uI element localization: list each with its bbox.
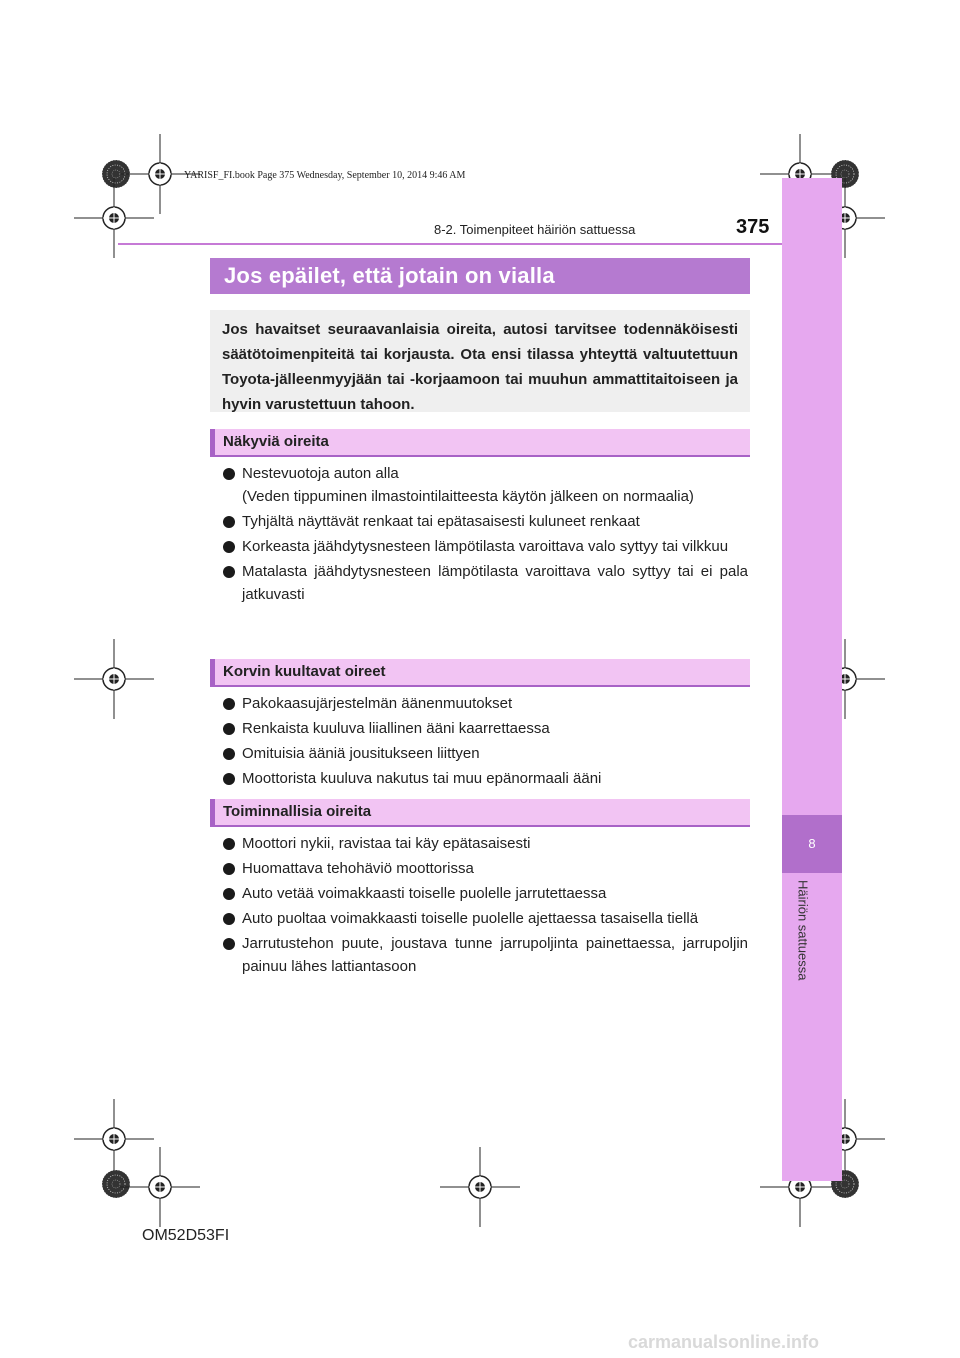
section-heading-audible: Korvin kuultavat oireet — [210, 659, 750, 687]
bullet-icon — [223, 723, 235, 735]
list-item: Matalasta jäähdytysnesteen lämpötilasta varoittava valo syttyy tai ei pala jatkuvasti — [222, 560, 748, 606]
list-item: Nestevuotoja auton alla (Veden tippuminen ilmastointilaitteesta käytön jälkeen on normaalia) — [222, 462, 748, 508]
chapter-label — [783, 880, 823, 1010]
bullet-icon — [223, 566, 235, 578]
print-stamp: YARISF_FI.book Page 375 Wednesday, September 10, 2014 9:46 AM — [184, 170, 466, 181]
bullet-icon — [223, 773, 235, 785]
list-item: Auto puoltaa voimakkaasti toiselle puolelle ajettaessa tasaisella tiellä — [222, 907, 748, 930]
section-heading-functional: Toiminnallisia oireita — [210, 799, 750, 827]
bullet-list-visible — [222, 462, 748, 608]
bullet-icon — [223, 468, 235, 480]
list-item: Moottori nykii, ravistaa tai käy epätasaisesti — [222, 832, 748, 855]
bullet-icon — [223, 888, 235, 900]
bullet-icon — [223, 748, 235, 760]
list-item: Pakokaasujärjestelmän äänenmuutokset — [222, 692, 748, 715]
bullet-icon — [223, 863, 235, 875]
list-item: Korkeasta jäähdytysnesteen lämpötilasta varoittava valo syttyy tai vilkkuu — [222, 535, 748, 558]
bullet-icon — [223, 938, 235, 950]
bullet-icon — [223, 541, 235, 553]
list-item: Omituisia ääniä jousitukseen liittyen — [222, 742, 748, 765]
list-item: Jarrutustehon puute, joustava tunne jarrupoljinta painettaessa, jarrupoljin painuu lähes lattiantasoon — [222, 932, 748, 978]
bullet-icon — [223, 698, 235, 710]
list-item-note: (Veden tippuminen ilmastointilaitteesta käytön jälkeen on normaalia) — [242, 488, 694, 505]
bullet-list-audible — [222, 692, 748, 792]
intro-box: Jos havaitset seuraavanlaisia oireita, autosi tarvitsee todennäköisesti säätötoimenpiteitä tai korjausta. Ota ensi tilassa yhteyttä valtuutettuun Toyota-jälleenmyyjään tai -korjaamoon tai muuhun ammattitaitoiseen ja hyvin varustettuun tahoon. — [210, 310, 750, 412]
list-item: Renkaista kuuluva liiallinen ääni kaarrettaessa — [222, 717, 748, 740]
list-item: Moottorista kuuluva nakutus tai muu epänormaali ääni — [222, 767, 748, 790]
chapter-number: 8 — [782, 815, 842, 873]
section-heading-visible: Näkyviä oireita — [210, 429, 750, 457]
watermark: carmanualsonline.info — [628, 1332, 820, 1352]
manual-code: OM52D53FI — [142, 1227, 230, 1244]
bullet-icon — [223, 516, 235, 528]
list-item: Tyhjältä näyttävät renkaat tai epätasaisesti kuluneet renkaat — [222, 510, 748, 533]
header-divider — [118, 243, 782, 245]
section-title: 8-2. Toimenpiteet häiriön sattuessa — [434, 222, 636, 237]
list-item: Huomattava tehohäviö moottorissa — [222, 857, 748, 880]
page-number: 375 — [736, 216, 770, 238]
chapter-label-text: Häiriön sattuessa — [795, 880, 811, 981]
bullet-icon — [223, 913, 235, 925]
bullet-icon — [223, 838, 235, 850]
chapter-side-tab — [782, 178, 842, 1181]
bullet-list-functional — [222, 832, 748, 980]
page-title: Jos epäilet, että jotain on vialla — [210, 258, 750, 294]
list-item: Auto vetää voimakkaasti toiselle puolelle jarrutettaessa — [222, 882, 748, 905]
